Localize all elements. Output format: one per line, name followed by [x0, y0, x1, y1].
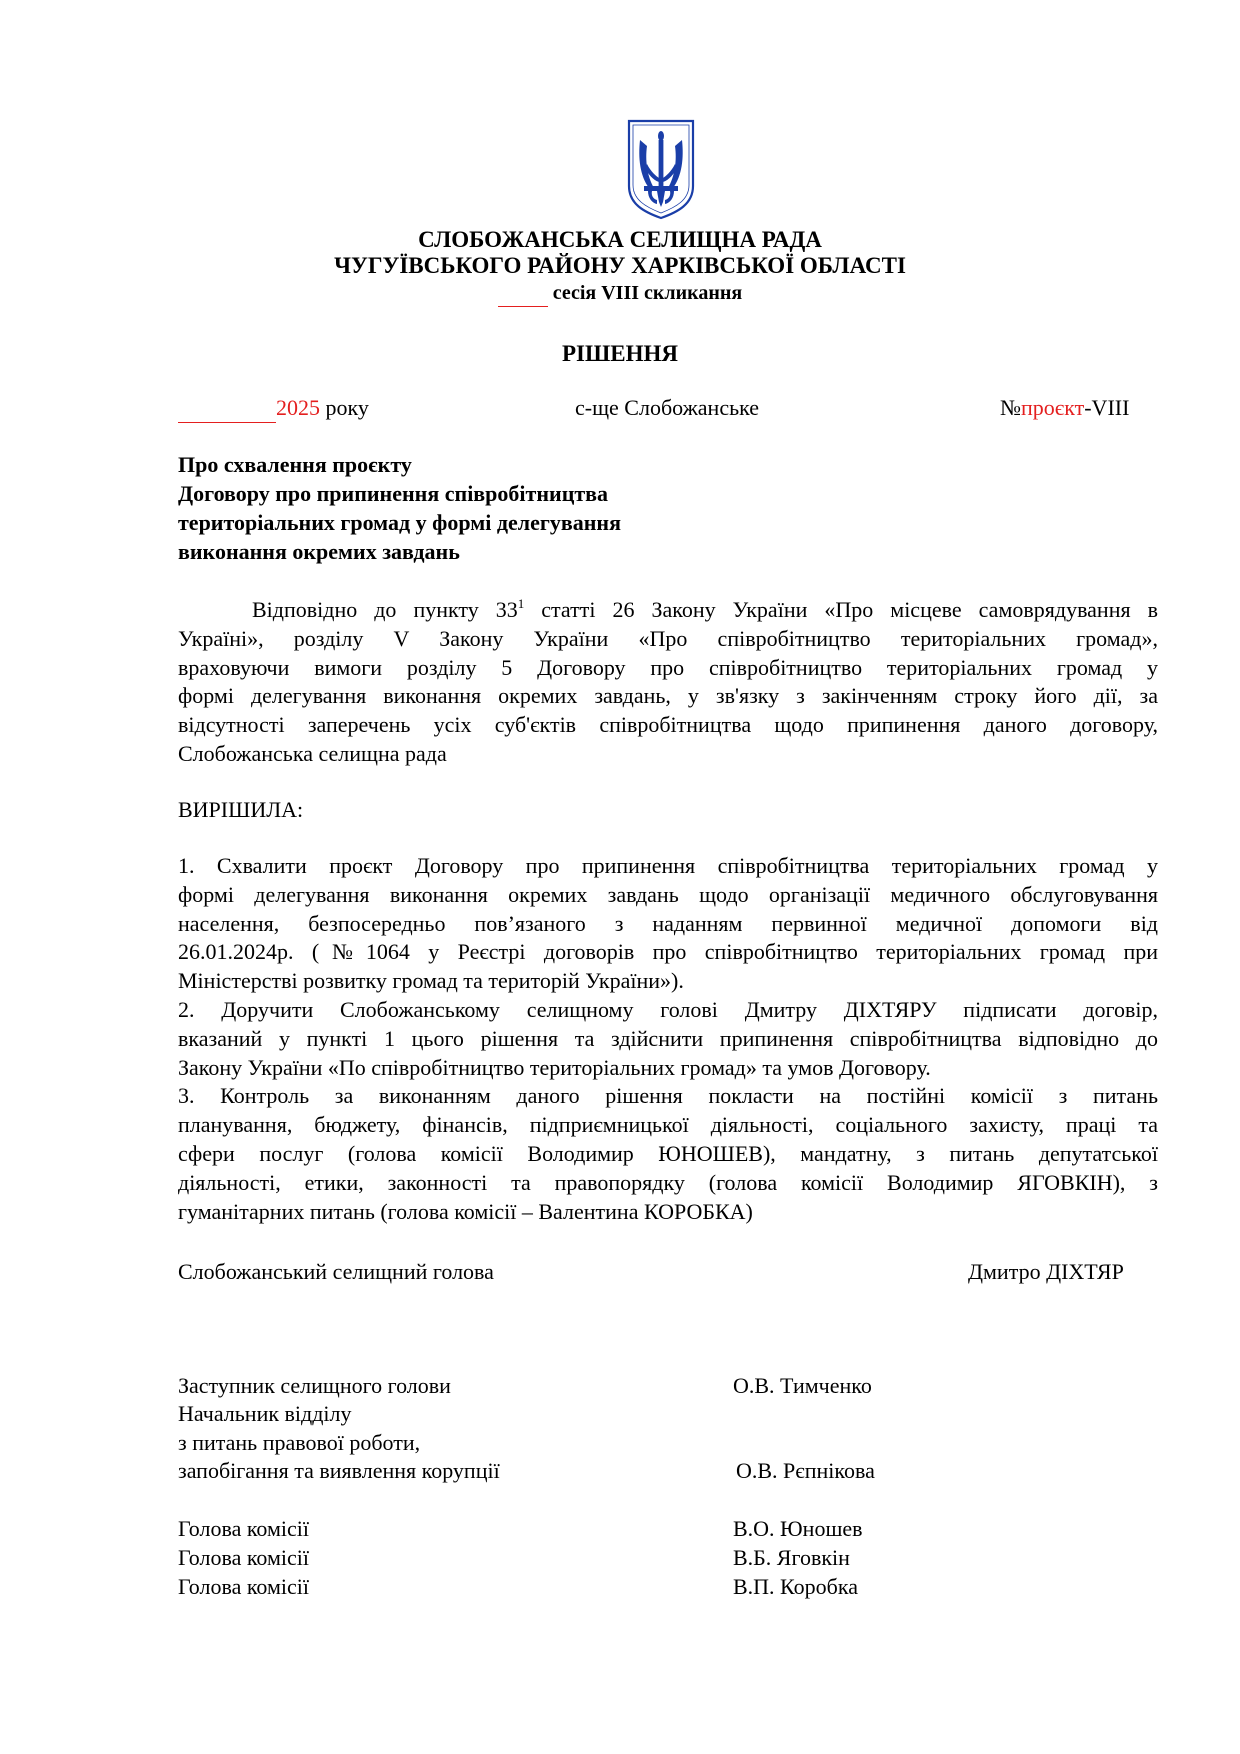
commission-position: Голова комісії [178, 1574, 310, 1599]
decision-year: 2025 [276, 395, 320, 420]
session-text: сесія VIII скликання [547, 282, 743, 304]
coat-of-arms-icon [626, 118, 696, 220]
deputy-name: О.В. Тимченко [733, 1373, 872, 1398]
commission-position: Голова комісії [178, 1516, 310, 1541]
legal-position-line: Начальник відділу [178, 1401, 352, 1426]
subject-line: виконання окремих завдань [178, 539, 460, 564]
number-draft: проєкт [1021, 395, 1085, 420]
preamble-paragraph [178, 596, 1158, 769]
commission-position: Голова комісії [178, 1545, 310, 1570]
commission-name: В.О. Юношев [733, 1516, 863, 1541]
item-line: сфери послуг (голова комісії Володимир ЮНОШЕВ), мандатну, з питань депутатської [178, 1140, 1158, 1166]
commission-name: В.П. Коробка [733, 1574, 858, 1599]
preamble-line: Слобожанська селищна рада [178, 740, 447, 766]
item-line: гуманітарних питань (голова комісії – Валентина КОРОБКА) [178, 1198, 753, 1224]
item-line: 1. Схвалити проєкт Договору про припинення співробітництва територіальних громад у [178, 853, 1158, 878]
item-line: вказаний у пункті 1 цього рішення та здійснити припинення співробітництва відповідно до [178, 1025, 1158, 1051]
item-line: 3. Контроль за виконанням даного рішення покласти на постійні комісії з питань [178, 1083, 1158, 1109]
decision-number [1000, 394, 1129, 422]
session-line [0, 280, 1240, 307]
head-name: Дмитро ДІХТЯР [968, 1259, 1124, 1284]
footnote-superscript: 1 [517, 596, 525, 611]
decision-year-suffix: року [320, 395, 369, 420]
subject-line: Договору про припинення співробітництва [178, 481, 609, 506]
doc-type-title: РІШЕННЯ [562, 341, 678, 366]
preamble-text: статті 26 Закону України «Про місцеве самоврядування в [524, 597, 1159, 622]
commission-name: В.Б. Яговкін [733, 1545, 850, 1570]
preamble-line: формі делегування виконання окремих завдань, у зв'язку з закінченням строку його дії, за [178, 683, 1158, 709]
decision-subject [178, 450, 738, 566]
preamble-line: Україні», розділу V Закону України «Про співробітництво територіальних громад», [178, 625, 1158, 651]
subject-line: Про схвалення проєкту [178, 452, 412, 477]
decision-place: с-ще Слобожанське [575, 395, 760, 420]
preamble-line: враховуючи вимоги розділу 5 Договору про співробітництво територіальних громад у [178, 654, 1158, 680]
legal-name: О.В. Рєпнікова [736, 1458, 875, 1483]
item-line: 26.01.2024р. (№1064 у Реєстрі договорів про співробітництво територіальних громад при [178, 939, 1158, 965]
council-district: ЧУГУЇВСЬКОГО РАЙОНУ ХАРКІВСЬКОЇ ОБЛАСТІ [334, 253, 906, 278]
decided-heading: ВИРІШИЛА: [178, 797, 304, 822]
number-prefix: № [1000, 395, 1021, 420]
item-line: планування, бюджету, фінансів, підприємницької діяльності, соціального захисту, праці та [178, 1112, 1158, 1138]
preamble-line: відсутності заперечень усіх суб'єктів співробітництва щодо припинення даного договору, [178, 712, 1158, 738]
date-blank [178, 394, 276, 423]
decision-date [178, 394, 369, 423]
legal-position-line: запобігання та виявлення корупції [178, 1458, 500, 1483]
deputy-position: Заступник селищного голови [178, 1373, 451, 1398]
subject-line: територіальних громад у формі делегування [178, 510, 621, 535]
preamble-text: Відповідно до пункту 33 [252, 597, 518, 622]
session-number-blank [498, 280, 548, 307]
item-line: населення, безпосередньо пов’язаного з наданням первинної медичної допомоги від [178, 910, 1158, 936]
item-line: 2. Доручити Слобожанському селищному голові Дмитру ДІХТЯРУ підписати договір, [178, 996, 1158, 1022]
preamble-line [178, 596, 1158, 625]
decision-items [178, 852, 1158, 1226]
item-line: діяльності, етики, законності та правопорядку (голова комісії Володимир ЯГОВКІН), з [178, 1169, 1158, 1195]
item-line: Міністерстві розвитку громад та територій України»). [178, 968, 684, 994]
council-name: СЛОБОЖАНСЬКА СЕЛИЩНА РАДА [418, 227, 822, 252]
item-line: формі делегування виконання окремих завдань щодо організації медичного обслуговування [178, 881, 1158, 907]
item-line: Закону України «По співробітництво територіальних громад» та умов Договору. [178, 1054, 931, 1080]
head-position: Слобожанський селищний голова [178, 1259, 494, 1284]
legal-position-line: з питань правової роботи, [178, 1430, 421, 1455]
number-suffix: -VIII [1084, 395, 1130, 420]
